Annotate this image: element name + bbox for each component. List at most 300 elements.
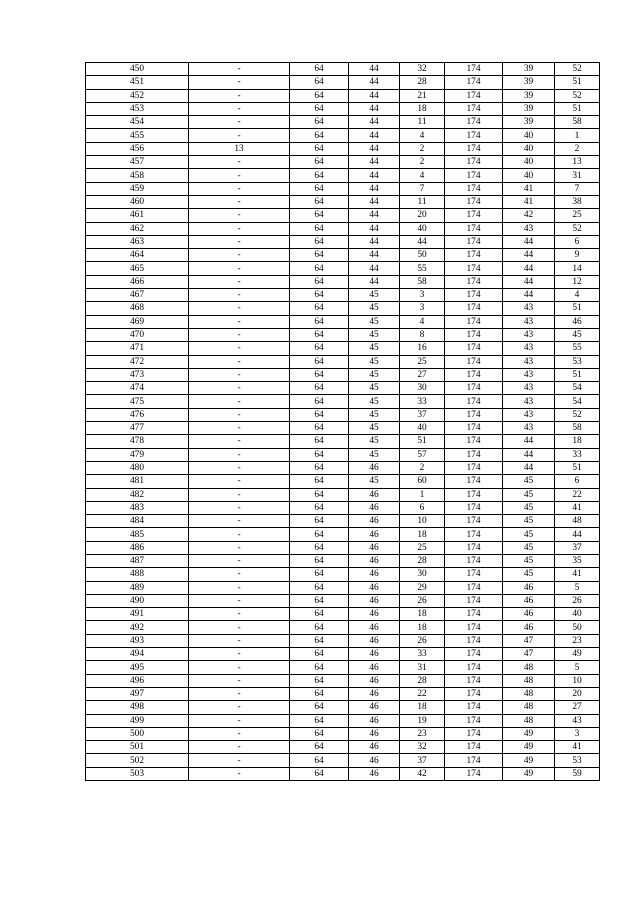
cell-reference: - bbox=[189, 156, 290, 169]
cell-seconds-a: 22 bbox=[400, 687, 445, 700]
cell-reference: - bbox=[189, 554, 290, 567]
cell-reference: - bbox=[189, 209, 290, 222]
cell-minutes-a: 44 bbox=[349, 262, 400, 275]
cell-degrees-b: 174 bbox=[445, 382, 503, 395]
table-row bbox=[86, 235, 600, 248]
cell-degrees-b: 174 bbox=[445, 554, 503, 567]
cell-minutes-a: 46 bbox=[349, 608, 400, 621]
cell-reference: - bbox=[189, 262, 290, 275]
cell-seconds-b: 43 bbox=[555, 714, 600, 727]
cell-minutes-b: 45 bbox=[503, 528, 555, 541]
table-row bbox=[86, 687, 600, 700]
cell-minutes-b: 48 bbox=[503, 661, 555, 674]
cell-point-number: 487 bbox=[86, 554, 189, 567]
cell-seconds-b: 41 bbox=[555, 501, 600, 514]
table-row bbox=[86, 116, 600, 129]
cell-point-number: 494 bbox=[86, 648, 189, 661]
cell-seconds-b: 51 bbox=[555, 302, 600, 315]
cell-degrees-b: 174 bbox=[445, 701, 503, 714]
cell-seconds-b: 51 bbox=[555, 461, 600, 474]
table-row bbox=[86, 767, 600, 780]
cell-minutes-a: 46 bbox=[349, 661, 400, 674]
cell-minutes-b: 48 bbox=[503, 701, 555, 714]
cell-point-number: 483 bbox=[86, 501, 189, 514]
cell-seconds-b: 27 bbox=[555, 701, 600, 714]
cell-minutes-a: 45 bbox=[349, 408, 400, 421]
cell-minutes-b: 46 bbox=[503, 608, 555, 621]
cell-seconds-a: 20 bbox=[400, 209, 445, 222]
table-row bbox=[86, 395, 600, 408]
cell-seconds-b: 1 bbox=[555, 129, 600, 142]
cell-minutes-a: 44 bbox=[349, 182, 400, 195]
cell-degrees-b: 174 bbox=[445, 727, 503, 740]
cell-degrees-b: 174 bbox=[445, 102, 503, 115]
cell-minutes-b: 49 bbox=[503, 754, 555, 767]
cell-degrees-a: 64 bbox=[290, 435, 349, 448]
cell-degrees-a: 64 bbox=[290, 89, 349, 102]
cell-seconds-b: 14 bbox=[555, 262, 600, 275]
cell-minutes-b: 39 bbox=[503, 116, 555, 129]
cell-point-number: 451 bbox=[86, 76, 189, 89]
cell-minutes-b: 45 bbox=[503, 488, 555, 501]
cell-degrees-a: 64 bbox=[290, 554, 349, 567]
table-row bbox=[86, 289, 600, 302]
cell-point-number: 482 bbox=[86, 488, 189, 501]
cell-minutes-a: 46 bbox=[349, 714, 400, 727]
cell-minutes-a: 46 bbox=[349, 501, 400, 514]
cell-degrees-a: 64 bbox=[290, 475, 349, 488]
cell-seconds-b: 40 bbox=[555, 608, 600, 621]
table-row bbox=[86, 727, 600, 740]
cell-minutes-b: 49 bbox=[503, 727, 555, 740]
cell-degrees-b: 174 bbox=[445, 289, 503, 302]
cell-reference: - bbox=[189, 594, 290, 607]
cell-point-number: 477 bbox=[86, 422, 189, 435]
cell-seconds-b: 2 bbox=[555, 142, 600, 155]
cell-seconds-b: 49 bbox=[555, 648, 600, 661]
table-row bbox=[86, 195, 600, 208]
cell-seconds-b: 20 bbox=[555, 687, 600, 700]
cell-degrees-a: 64 bbox=[290, 395, 349, 408]
cell-seconds-b: 51 bbox=[555, 368, 600, 381]
cell-degrees-b: 174 bbox=[445, 661, 503, 674]
cell-minutes-b: 44 bbox=[503, 249, 555, 262]
cell-seconds-a: 26 bbox=[400, 594, 445, 607]
cell-reference: 13 bbox=[189, 142, 290, 155]
cell-degrees-a: 64 bbox=[290, 741, 349, 754]
table-row bbox=[86, 714, 600, 727]
cell-degrees-b: 174 bbox=[445, 275, 503, 288]
cell-point-number: 488 bbox=[86, 568, 189, 581]
cell-degrees-a: 64 bbox=[290, 515, 349, 528]
cell-minutes-a: 46 bbox=[349, 741, 400, 754]
cell-seconds-b: 6 bbox=[555, 235, 600, 248]
cell-minutes-a: 46 bbox=[349, 581, 400, 594]
cell-minutes-a: 46 bbox=[349, 727, 400, 740]
cell-point-number: 478 bbox=[86, 435, 189, 448]
table-row bbox=[86, 581, 600, 594]
cell-minutes-b: 40 bbox=[503, 169, 555, 182]
cell-degrees-a: 64 bbox=[290, 634, 349, 647]
cell-seconds-a: 7 bbox=[400, 182, 445, 195]
cell-seconds-a: 18 bbox=[400, 528, 445, 541]
cell-seconds-a: 1 bbox=[400, 488, 445, 501]
cell-reference: - bbox=[189, 687, 290, 700]
cell-seconds-a: 11 bbox=[400, 195, 445, 208]
cell-degrees-b: 174 bbox=[445, 501, 503, 514]
cell-point-number: 455 bbox=[86, 129, 189, 142]
cell-minutes-b: 40 bbox=[503, 156, 555, 169]
cell-degrees-a: 64 bbox=[290, 368, 349, 381]
cell-point-number: 463 bbox=[86, 235, 189, 248]
cell-reference: - bbox=[189, 754, 290, 767]
cell-minutes-a: 45 bbox=[349, 342, 400, 355]
table-row bbox=[86, 182, 600, 195]
cell-reference: - bbox=[189, 515, 290, 528]
cell-degrees-b: 174 bbox=[445, 714, 503, 727]
cell-point-number: 464 bbox=[86, 249, 189, 262]
table-row bbox=[86, 528, 600, 541]
table-row bbox=[86, 169, 600, 182]
cell-seconds-b: 52 bbox=[555, 222, 600, 235]
cell-point-number: 465 bbox=[86, 262, 189, 275]
cell-degrees-b: 174 bbox=[445, 368, 503, 381]
cell-reference: - bbox=[189, 408, 290, 421]
cell-seconds-a: 42 bbox=[400, 767, 445, 780]
table-row bbox=[86, 408, 600, 421]
table-row bbox=[86, 222, 600, 235]
cell-degrees-a: 64 bbox=[290, 621, 349, 634]
cell-seconds-a: 30 bbox=[400, 568, 445, 581]
table-row bbox=[86, 621, 600, 634]
cell-minutes-b: 44 bbox=[503, 461, 555, 474]
cell-minutes-b: 40 bbox=[503, 142, 555, 155]
cell-minutes-b: 39 bbox=[503, 76, 555, 89]
cell-degrees-b: 174 bbox=[445, 328, 503, 341]
cell-minutes-b: 43 bbox=[503, 355, 555, 368]
cell-minutes-a: 46 bbox=[349, 594, 400, 607]
cell-reference: - bbox=[189, 661, 290, 674]
cell-seconds-b: 44 bbox=[555, 528, 600, 541]
cell-minutes-a: 45 bbox=[349, 355, 400, 368]
cell-degrees-a: 64 bbox=[290, 275, 349, 288]
cell-reference: - bbox=[189, 435, 290, 448]
coordinate-table bbox=[85, 62, 600, 781]
cell-degrees-a: 64 bbox=[290, 727, 349, 740]
cell-seconds-a: 18 bbox=[400, 608, 445, 621]
cell-seconds-b: 35 bbox=[555, 554, 600, 567]
cell-reference: - bbox=[189, 182, 290, 195]
cell-reference: - bbox=[189, 355, 290, 368]
cell-seconds-a: 23 bbox=[400, 727, 445, 740]
cell-minutes-a: 46 bbox=[349, 648, 400, 661]
cell-minutes-a: 44 bbox=[349, 275, 400, 288]
cell-minutes-a: 44 bbox=[349, 89, 400, 102]
cell-reference: - bbox=[189, 102, 290, 115]
cell-degrees-b: 174 bbox=[445, 461, 503, 474]
cell-degrees-a: 64 bbox=[290, 195, 349, 208]
cell-point-number: 467 bbox=[86, 289, 189, 302]
cell-degrees-a: 64 bbox=[290, 501, 349, 514]
table-row bbox=[86, 142, 600, 155]
cell-minutes-b: 39 bbox=[503, 89, 555, 102]
table-body bbox=[86, 63, 600, 781]
cell-reference: - bbox=[189, 275, 290, 288]
cell-degrees-b: 174 bbox=[445, 222, 503, 235]
cell-degrees-b: 174 bbox=[445, 448, 503, 461]
table-row bbox=[86, 741, 600, 754]
cell-degrees-b: 174 bbox=[445, 129, 503, 142]
cell-minutes-b: 46 bbox=[503, 621, 555, 634]
cell-reference: - bbox=[189, 701, 290, 714]
cell-point-number: 490 bbox=[86, 594, 189, 607]
cell-seconds-a: 33 bbox=[400, 395, 445, 408]
cell-degrees-b: 174 bbox=[445, 315, 503, 328]
cell-degrees-a: 64 bbox=[290, 182, 349, 195]
table-row bbox=[86, 554, 600, 567]
cell-point-number: 503 bbox=[86, 767, 189, 780]
cell-degrees-b: 174 bbox=[445, 608, 503, 621]
cell-seconds-a: 30 bbox=[400, 382, 445, 395]
cell-point-number: 496 bbox=[86, 674, 189, 687]
cell-degrees-a: 64 bbox=[290, 382, 349, 395]
cell-reference: - bbox=[189, 541, 290, 554]
cell-reference: - bbox=[189, 422, 290, 435]
cell-minutes-a: 46 bbox=[349, 674, 400, 687]
cell-minutes-a: 44 bbox=[349, 235, 400, 248]
cell-minutes-b: 42 bbox=[503, 209, 555, 222]
cell-reference: - bbox=[189, 568, 290, 581]
cell-degrees-b: 174 bbox=[445, 674, 503, 687]
cell-degrees-a: 64 bbox=[290, 528, 349, 541]
cell-point-number: 453 bbox=[86, 102, 189, 115]
cell-minutes-a: 45 bbox=[349, 435, 400, 448]
table-row bbox=[86, 422, 600, 435]
cell-degrees-a: 64 bbox=[290, 315, 349, 328]
cell-minutes-b: 45 bbox=[503, 515, 555, 528]
cell-point-number: 481 bbox=[86, 475, 189, 488]
cell-degrees-a: 64 bbox=[290, 142, 349, 155]
cell-minutes-a: 44 bbox=[349, 142, 400, 155]
cell-point-number: 489 bbox=[86, 581, 189, 594]
cell-seconds-b: 51 bbox=[555, 102, 600, 115]
cell-reference: - bbox=[189, 169, 290, 182]
cell-seconds-a: 57 bbox=[400, 448, 445, 461]
cell-degrees-a: 64 bbox=[290, 767, 349, 780]
cell-minutes-a: 44 bbox=[349, 129, 400, 142]
cell-point-number: 456 bbox=[86, 142, 189, 155]
table-row bbox=[86, 488, 600, 501]
cell-point-number: 466 bbox=[86, 275, 189, 288]
cell-degrees-a: 64 bbox=[290, 674, 349, 687]
cell-seconds-a: 60 bbox=[400, 475, 445, 488]
cell-degrees-b: 174 bbox=[445, 648, 503, 661]
table-row bbox=[86, 541, 600, 554]
cell-seconds-a: 33 bbox=[400, 648, 445, 661]
cell-degrees-a: 64 bbox=[290, 328, 349, 341]
cell-reference: - bbox=[189, 63, 290, 76]
cell-degrees-b: 174 bbox=[445, 754, 503, 767]
cell-seconds-b: 3 bbox=[555, 727, 600, 740]
cell-reference: - bbox=[189, 222, 290, 235]
cell-degrees-b: 174 bbox=[445, 342, 503, 355]
cell-point-number: 480 bbox=[86, 461, 189, 474]
cell-reference: - bbox=[189, 608, 290, 621]
cell-minutes-a: 46 bbox=[349, 554, 400, 567]
cell-degrees-b: 174 bbox=[445, 515, 503, 528]
cell-minutes-b: 43 bbox=[503, 395, 555, 408]
cell-degrees-b: 174 bbox=[445, 195, 503, 208]
cell-seconds-b: 26 bbox=[555, 594, 600, 607]
cell-minutes-a: 46 bbox=[349, 568, 400, 581]
table-row bbox=[86, 701, 600, 714]
cell-seconds-b: 55 bbox=[555, 342, 600, 355]
cell-degrees-b: 174 bbox=[445, 76, 503, 89]
cell-reference: - bbox=[189, 302, 290, 315]
cell-reference: - bbox=[189, 116, 290, 129]
table-row bbox=[86, 342, 600, 355]
cell-seconds-b: 48 bbox=[555, 515, 600, 528]
cell-seconds-b: 58 bbox=[555, 116, 600, 129]
cell-minutes-b: 41 bbox=[503, 195, 555, 208]
cell-seconds-a: 28 bbox=[400, 674, 445, 687]
cell-degrees-a: 64 bbox=[290, 568, 349, 581]
cell-degrees-b: 174 bbox=[445, 169, 503, 182]
cell-minutes-a: 44 bbox=[349, 209, 400, 222]
cell-minutes-b: 39 bbox=[503, 102, 555, 115]
cell-minutes-a: 46 bbox=[349, 634, 400, 647]
cell-degrees-b: 174 bbox=[445, 581, 503, 594]
cell-degrees-a: 64 bbox=[290, 754, 349, 767]
cell-point-number: 460 bbox=[86, 195, 189, 208]
cell-degrees-a: 64 bbox=[290, 116, 349, 129]
cell-minutes-a: 44 bbox=[349, 169, 400, 182]
cell-seconds-a: 11 bbox=[400, 116, 445, 129]
cell-minutes-b: 45 bbox=[503, 554, 555, 567]
cell-minutes-a: 44 bbox=[349, 195, 400, 208]
table-row bbox=[86, 63, 600, 76]
cell-minutes-b: 44 bbox=[503, 275, 555, 288]
cell-seconds-b: 41 bbox=[555, 568, 600, 581]
cell-reference: - bbox=[189, 727, 290, 740]
cell-degrees-a: 64 bbox=[290, 102, 349, 115]
cell-seconds-a: 19 bbox=[400, 714, 445, 727]
cell-reference: - bbox=[189, 528, 290, 541]
table-row bbox=[86, 568, 600, 581]
cell-degrees-a: 64 bbox=[290, 541, 349, 554]
cell-reference: - bbox=[189, 235, 290, 248]
cell-degrees-a: 64 bbox=[290, 355, 349, 368]
cell-degrees-a: 64 bbox=[290, 648, 349, 661]
table-row bbox=[86, 102, 600, 115]
cell-minutes-a: 45 bbox=[349, 422, 400, 435]
cell-minutes-b: 43 bbox=[503, 302, 555, 315]
cell-degrees-a: 64 bbox=[290, 235, 349, 248]
cell-degrees-a: 64 bbox=[290, 63, 349, 76]
table-row bbox=[86, 435, 600, 448]
cell-point-number: 473 bbox=[86, 368, 189, 381]
cell-seconds-a: 44 bbox=[400, 235, 445, 248]
cell-seconds-b: 54 bbox=[555, 395, 600, 408]
table-row bbox=[86, 515, 600, 528]
cell-seconds-b: 59 bbox=[555, 767, 600, 780]
cell-seconds-a: 32 bbox=[400, 741, 445, 754]
table-row bbox=[86, 382, 600, 395]
cell-seconds-b: 22 bbox=[555, 488, 600, 501]
cell-degrees-b: 174 bbox=[445, 355, 503, 368]
cell-point-number: 486 bbox=[86, 541, 189, 554]
cell-point-number: 491 bbox=[86, 608, 189, 621]
cell-seconds-b: 12 bbox=[555, 275, 600, 288]
cell-degrees-a: 64 bbox=[290, 701, 349, 714]
table-row bbox=[86, 448, 600, 461]
cell-seconds-a: 18 bbox=[400, 102, 445, 115]
cell-seconds-a: 6 bbox=[400, 501, 445, 514]
cell-degrees-a: 64 bbox=[290, 222, 349, 235]
cell-reference: - bbox=[189, 368, 290, 381]
cell-seconds-a: 16 bbox=[400, 342, 445, 355]
cell-degrees-b: 174 bbox=[445, 262, 503, 275]
cell-seconds-a: 25 bbox=[400, 355, 445, 368]
table-row bbox=[86, 648, 600, 661]
table-row bbox=[86, 594, 600, 607]
cell-degrees-a: 64 bbox=[290, 249, 349, 262]
cell-minutes-a: 45 bbox=[349, 368, 400, 381]
cell-minutes-b: 47 bbox=[503, 634, 555, 647]
cell-minutes-a: 45 bbox=[349, 302, 400, 315]
cell-minutes-a: 45 bbox=[349, 448, 400, 461]
cell-seconds-a: 25 bbox=[400, 541, 445, 554]
cell-degrees-b: 174 bbox=[445, 63, 503, 76]
cell-seconds-a: 31 bbox=[400, 661, 445, 674]
cell-minutes-a: 45 bbox=[349, 395, 400, 408]
cell-minutes-a: 46 bbox=[349, 528, 400, 541]
cell-seconds-b: 46 bbox=[555, 315, 600, 328]
cell-reference: - bbox=[189, 395, 290, 408]
cell-degrees-a: 64 bbox=[290, 608, 349, 621]
cell-degrees-b: 174 bbox=[445, 89, 503, 102]
cell-seconds-b: 45 bbox=[555, 328, 600, 341]
cell-minutes-a: 44 bbox=[349, 156, 400, 169]
cell-minutes-b: 49 bbox=[503, 767, 555, 780]
cell-degrees-b: 174 bbox=[445, 182, 503, 195]
cell-degrees-b: 174 bbox=[445, 568, 503, 581]
cell-point-number: 461 bbox=[86, 209, 189, 222]
cell-minutes-b: 39 bbox=[503, 63, 555, 76]
table-row bbox=[86, 209, 600, 222]
cell-minutes-b: 48 bbox=[503, 674, 555, 687]
cell-minutes-b: 46 bbox=[503, 594, 555, 607]
cell-point-number: 492 bbox=[86, 621, 189, 634]
cell-seconds-a: 37 bbox=[400, 754, 445, 767]
cell-reference: - bbox=[189, 741, 290, 754]
cell-degrees-a: 64 bbox=[290, 209, 349, 222]
cell-degrees-b: 174 bbox=[445, 235, 503, 248]
cell-seconds-a: 2 bbox=[400, 461, 445, 474]
cell-minutes-b: 48 bbox=[503, 714, 555, 727]
cell-seconds-a: 40 bbox=[400, 222, 445, 235]
cell-degrees-a: 64 bbox=[290, 129, 349, 142]
table-row bbox=[86, 249, 600, 262]
cell-minutes-b: 45 bbox=[503, 475, 555, 488]
cell-minutes-b: 41 bbox=[503, 182, 555, 195]
cell-seconds-a: 40 bbox=[400, 422, 445, 435]
cell-seconds-a: 4 bbox=[400, 315, 445, 328]
cell-minutes-a: 46 bbox=[349, 515, 400, 528]
cell-point-number: 493 bbox=[86, 634, 189, 647]
cell-seconds-b: 52 bbox=[555, 89, 600, 102]
cell-degrees-b: 174 bbox=[445, 488, 503, 501]
